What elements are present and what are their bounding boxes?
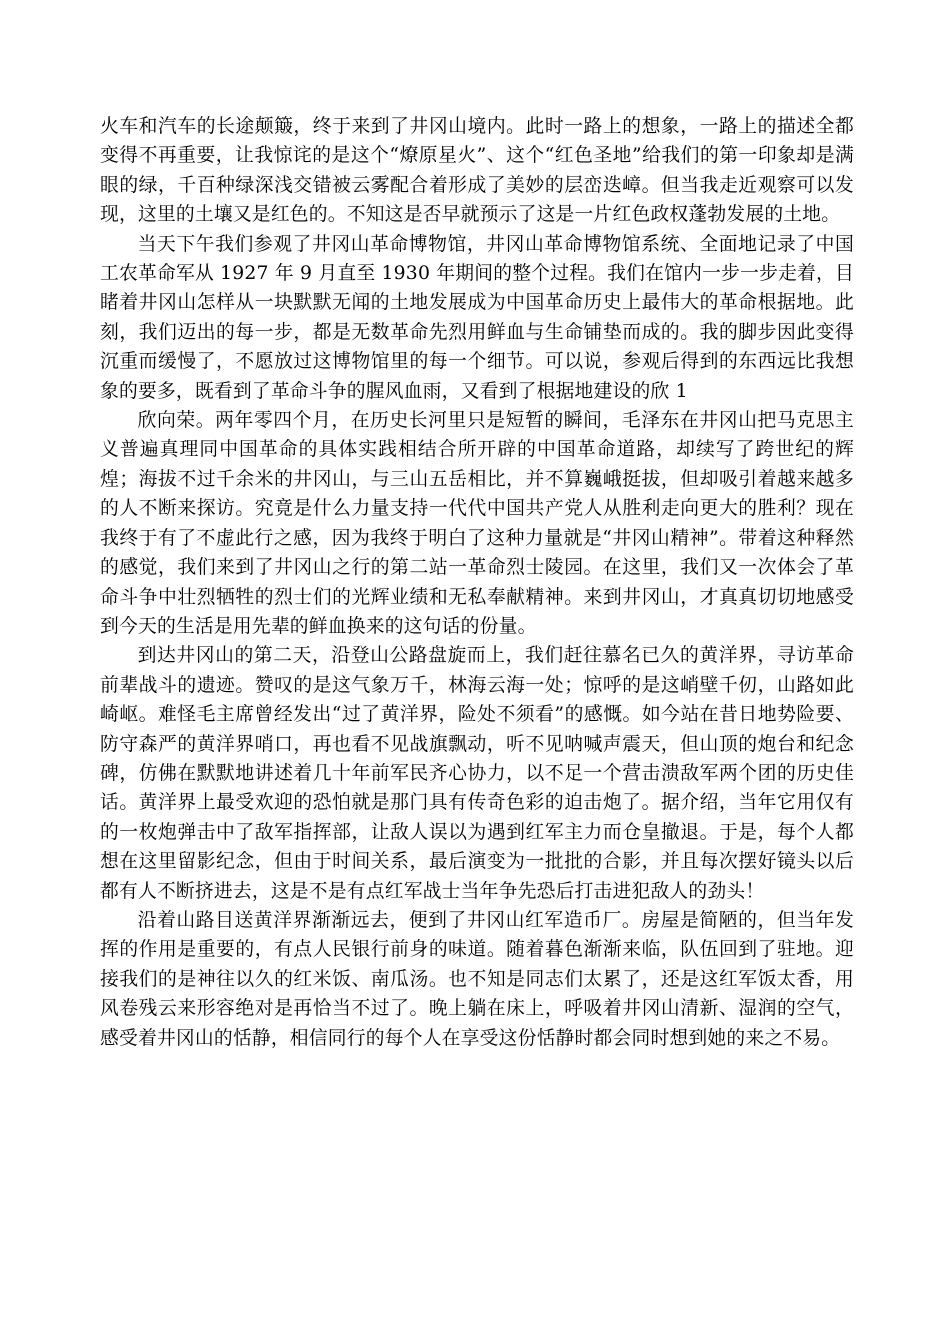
paragraph-4: 到达井冈山的第二天，沿登山公路盘旋而上，我们赶往慕名已久的黄洋界，寻访革命前辈战斗的遗迹。赞叹的是这气象万千，林海云海一处；惊呼的是这峭壁千仞，山路如此崎岖。难怪毛主席曾经发出“过了黄洋界，险处不须看”的感慨。如今站在昔日地势险要、防守森严的黄洋界哨口，再也看不见战旗飘动，听不见呐喊声震天，但山顶的炮台和纪念碑，仿佛在默默地讲述着几十年前军民齐心协力，以不足一个营击溃敌军两个团的历史佳话。黄洋界上最受欢迎的恐怕就是那门具有传奇色彩的迫击炮了。据介绍，当年它用仅有的一枚炮弹击中了敌军指挥部，让敌人误以为遇到红军主力而仓皇撤退。于是，每个人都想在这里留影纪念，但由于时间关系，最后演变为一批批的合影，并且每次摆好镜头以后都有人不断挤进去，这是不是有点红军战士当年争先恐后打击进犯敌人的劲头！ (100, 645, 854, 902)
paragraph-2: 当天下午我们参观了井冈山革命博物馆，井冈山革命博物馆系统、全面地记录了中国工农革命军从 1927 年 9 月直至 1930 年期间的整个过程。我们在馆内一步一步走着，目睹着井冈山怎样从一块默默无闻的土地发展成为中国革命历史上最伟大的革命根据地。此刻，我们迈出的每一步，都是无数革命先烈用鲜血与生命铺垫而成的。我的脚步因此变得沉重而缓慢了，不愿放过这博物馆里的每一个细节。可以说，参观后得到的东西远比我想象的要多，既看到了革命斗争的腥风血雨，又看到了根据地建设的欣 1 (100, 233, 854, 402)
paragraph-3: 欣向荣。两年零四个月，在历史长河里只是短暂的瞬间，毛泽东在井冈山把马克思主义普遍真理同中国革命的具体实践相结合所开辟的中国革命道路，却续写了跨世纪的辉煌；海拔不过千余米的井冈山，与三山五岳相比，并不算巍峨挺拔，但却吸引着越来越多的人不断来探访。究竟是什么力量支持一代代中国共产党人从胜利走向更大的胜利？现在我终于有了不虚此行之感，因为我终于明白了这种力量就是“井冈山精神”。带着这种释然的感觉，我们来到了井冈山之行的第二站一革命烈士陵园。在这里，我们又一次体会了革命斗争中壮烈牺牲的烈士们的光辉业绩和无私奉献精神。来到井冈山，才真真切切地感受到今天的生活是用先辈的鲜血换来的这句话的份量。 (100, 410, 854, 637)
paragraph-1: 火车和汽车的长途颠簸，终于来到了井冈山境内。此时一路上的想象，一路上的描述全都变得不再重要，让我惊诧的是这个“燎原星火”、这个“红色圣地”给我们的第一印象却是满眼的绿，千百种绿深浅交错被云雾配合着形成了美妙的层峦迭嶂。但当我走近观察可以发现，这里的土壤又是红色的。不知这是否早就预示了这是一片红色政权蓬勃发展的土地。 (100, 116, 854, 226)
paragraph-5: 沿着山路目送黄洋界渐渐远去，便到了井冈山红军造币厂。房屋是简陋的，但当年发挥的作用是重要的，有点人民银行前身的味道。随着暮色渐渐来临，队伍回到了驻地。迎接我们的是神往以久的红米饭、南瓜汤。也不知是同志们太累了，还是这红军饭太香，用风卷残云来形容绝对是再恰当不过了。晚上躺在床上，呼吸着井冈山清新、湿润的空气，感受着井冈山的恬静，相信同行的每个人在享受这份恬静时都会同时想到她的来之不易。 (100, 909, 854, 1049)
document-page (100, 112, 854, 1053)
